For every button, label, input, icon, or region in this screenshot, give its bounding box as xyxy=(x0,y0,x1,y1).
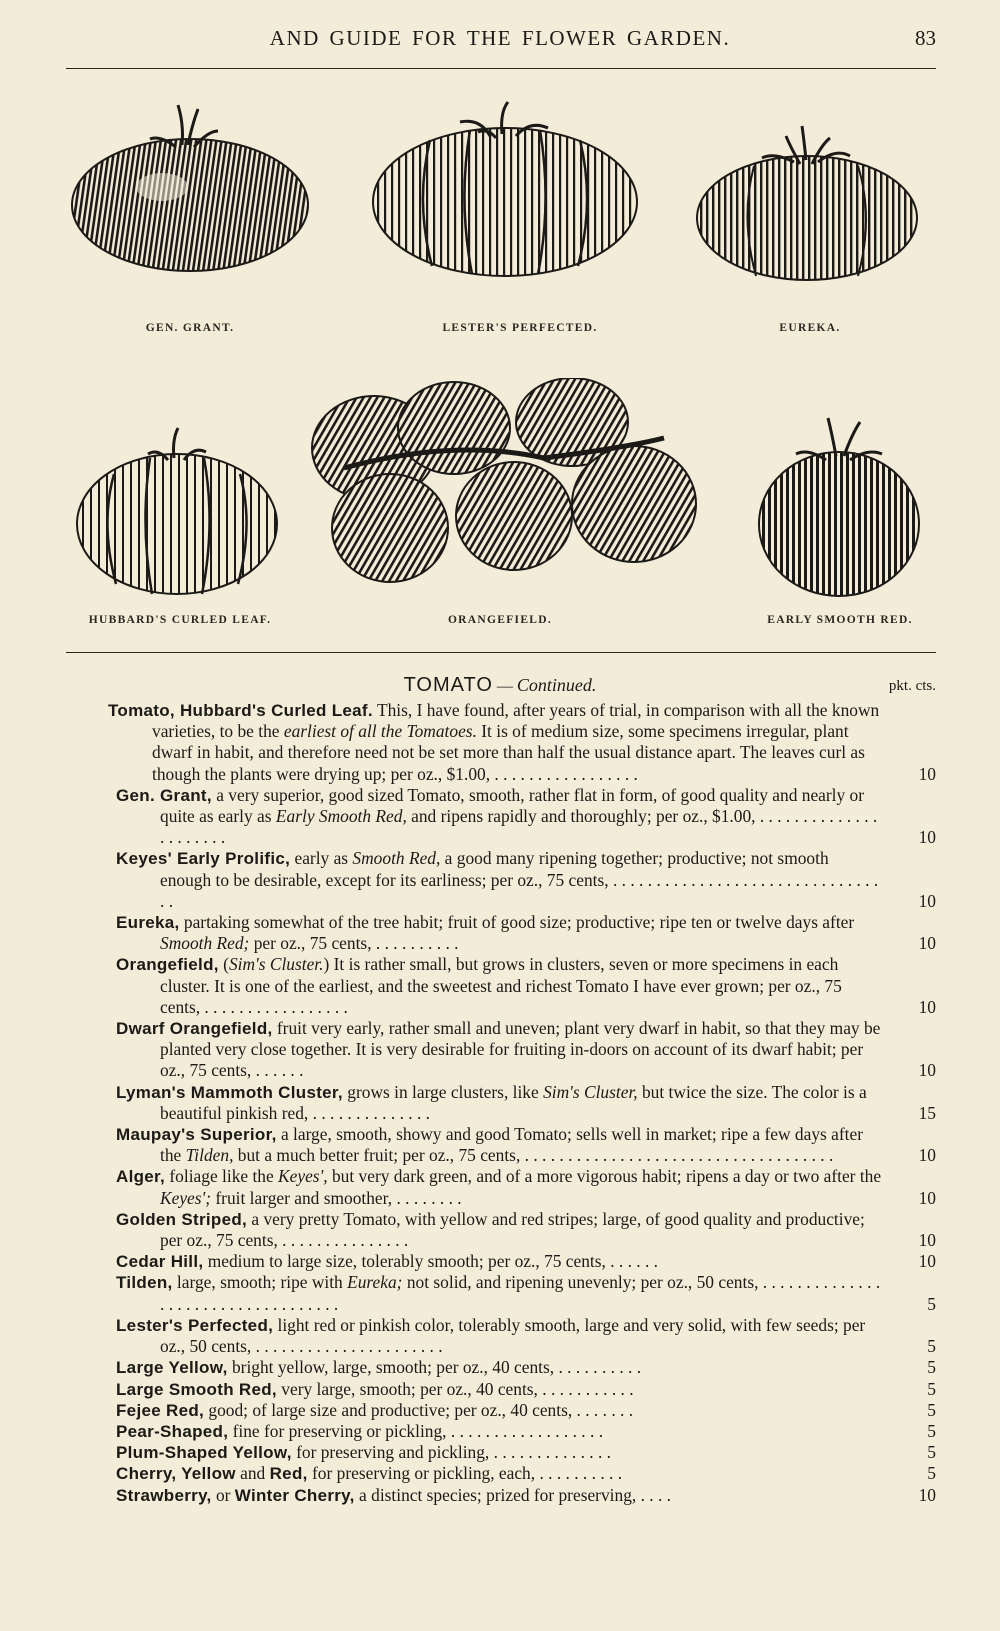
packet-price: 10 xyxy=(918,1230,936,1251)
variety-name: Alger, xyxy=(116,1167,166,1187)
variety-entry xyxy=(116,954,936,1018)
variety-name: Gen. Grant, xyxy=(116,785,212,805)
variety-name: Tilden, xyxy=(116,1273,173,1293)
variety-description: a very pretty Tomato, with yellow and red stripes; large, of good quality and productive; per oz., 75 cents, . . . . . . . . . . . . . . . xyxy=(160,1208,865,1251)
variety-description: Tilden, xyxy=(185,1145,234,1166)
variety-entry xyxy=(116,1315,936,1357)
section-heading xyxy=(0,674,1000,697)
variety-entry xyxy=(116,1018,936,1082)
variety-description: ) It is rather small, but grows in clusters, seven or more specimens in each cluster. It is one of the earliest, and the sweetest and richest Tomato I have ever grown; per oz., 75 cents, . . . . . . . . . . . . . . . . . xyxy=(160,954,842,1017)
packet-price: 5 xyxy=(927,1378,936,1399)
variety-entry xyxy=(108,700,936,785)
hubbards-curled-leaf-illustration xyxy=(74,424,280,600)
variety-description: Smooth Red; xyxy=(160,933,250,954)
packet-price: 5 xyxy=(927,1420,936,1441)
illustration-caption: EUREKA. xyxy=(779,322,841,334)
variety-description: partaking somewhat of the tree habit; fruit of good size; productive; ripe ten or twelve days after xyxy=(179,912,855,933)
variety-description: early as xyxy=(290,848,353,869)
variety-name: Tomato, Hubbard's Curled Leaf. xyxy=(108,701,373,720)
section-title: TOMATO xyxy=(403,674,493,696)
variety-description: a large, smooth, showy and good Tomato; sells well in market; ripe a few days after the xyxy=(160,1124,863,1166)
variety-name: Cedar Hill, xyxy=(116,1252,204,1272)
variety-description: Early Smooth Red, xyxy=(275,806,407,827)
variety-description: and ripens rapidly and thoroughly; per oz., $1.00, . . . . . . . . . . . . . . . . . . . . . . xyxy=(160,806,878,848)
variety-description: Sim's Cluster, xyxy=(543,1081,638,1102)
variety-description: but a much better fruit; per oz., 75 cents, . . . . . . . . . . . . . . . . . . . . . . . . . . . . . . . . . . . . xyxy=(233,1145,834,1166)
variety-description: This, I have found, after years of trial, in comparison with all the known varieties, to be the xyxy=(152,700,880,742)
packet-price: 10 xyxy=(918,1060,936,1081)
section-rule xyxy=(66,652,936,653)
variety-name: Strawberry, xyxy=(116,1485,212,1505)
packet-price: 10 xyxy=(918,763,936,784)
variety-description: fine for preserving or pickling, . . . . . . . . . . . . . . . . . . xyxy=(228,1420,604,1441)
variety-description: not solid, and ripening unevenly; per oz., 50 cents, . . . . . . . . . . . . . . . . . . . . . . . . . . . . . . . . . . . xyxy=(160,1272,881,1314)
variety-description: Smooth Red, xyxy=(352,848,441,869)
packet-price: 10 xyxy=(918,1145,936,1166)
variety-name: Orangefield, xyxy=(116,955,219,975)
variety-description: good; of large size and productive; per oz., 40 cents, . . . . . . . xyxy=(204,1399,634,1420)
packet-price: 10 xyxy=(918,996,936,1017)
lesters-perfected-illustration xyxy=(370,98,640,278)
variety-entry xyxy=(116,1166,936,1208)
packet-price: 10 xyxy=(918,890,936,911)
variety-description: medium to large size, tolerably smooth; per oz., 75 cents, . . . . . . xyxy=(203,1251,659,1272)
variety-entry xyxy=(116,1082,936,1124)
variety-description: per oz., 75 cents, . . . . . . . . . . xyxy=(249,933,459,954)
variety-name: Lyman's Mammoth Cluster, xyxy=(116,1082,343,1102)
packet-price: 5 xyxy=(927,1357,936,1378)
variety-name: Fejee Red, xyxy=(116,1400,205,1420)
variety-description: Sim's Cluster. xyxy=(228,954,324,975)
variety-description: fruit very early, rather small and uneven; plant very dwarf in habit, so that they may be planted very close together. It is very desirable for fruiting in-doors on account of its dwarf habit; per oz., 75 cents, . . . . . . xyxy=(160,1018,881,1081)
variety-name: Plum-Shaped Yellow, xyxy=(116,1443,292,1463)
packet-price: 5 xyxy=(927,1336,936,1357)
variety-name: Cherry, Yellow xyxy=(116,1464,236,1484)
variety-name: Pear-Shaped, xyxy=(116,1421,229,1441)
variety-name: Dwarf Orangefield, xyxy=(116,1019,273,1039)
variety-name: Lester's Perfected, xyxy=(116,1315,274,1335)
variety-entry xyxy=(116,848,936,912)
variety-entry xyxy=(116,785,936,849)
variety-name: Large Yellow, xyxy=(116,1358,228,1378)
variety-description: bright yellow, large, smooth; per oz., 40 cents, . . . . . . . . . . xyxy=(227,1357,642,1378)
variety-entry xyxy=(116,1485,936,1506)
early-smooth-red-illustration xyxy=(756,414,922,598)
variety-description: a good many ripening together; productive; not smooth enough to be desirable, except for its earliness; per oz., 75 cents, . . . . . . . . . . . . . . . . . . . . . . . . . . . . . . . . . xyxy=(160,848,879,911)
page-number: 83 xyxy=(915,26,936,50)
variety-description: foliage like the xyxy=(165,1166,279,1187)
packet-price: 5 xyxy=(927,1442,936,1463)
variety-description: Keyes', xyxy=(278,1166,328,1187)
variety-entry xyxy=(116,1357,936,1378)
packet-price: 10 xyxy=(918,1187,936,1208)
variety-description: or xyxy=(211,1484,235,1505)
variety-entry xyxy=(116,1209,936,1251)
illustration-caption: GEN. GRANT. xyxy=(145,322,235,334)
section-continued: Continued. xyxy=(516,675,597,695)
tomato-variety-list xyxy=(108,700,936,1506)
variety-entry xyxy=(116,1379,936,1400)
variety-description: for preserving or pickling, each, . . . . . . . . . . xyxy=(307,1463,623,1484)
variety-description: It is of medium size, some specimens irregular, plant dwarf in habit, and therefore need not be set more than half the usual distance apart. The leaves curl as though the plants were drying up; per oz., $1.00, . . . . . . . . . . . . . . . . . xyxy=(152,721,865,784)
variety-description: fruit larger and smoother, . . . . . . . . xyxy=(211,1187,462,1208)
variety-description: Winter Cherry, xyxy=(234,1485,355,1505)
gen-grant-illustration xyxy=(70,95,310,275)
variety-name: Golden Striped, xyxy=(116,1209,248,1229)
illustration-caption: EARLY SMOOTH RED. xyxy=(767,614,913,626)
packet-price: 5 xyxy=(927,1399,936,1420)
variety-entry xyxy=(116,1272,936,1314)
running-head: AND GUIDE FOR THE FLOWER GARDEN. xyxy=(269,26,731,50)
variety-description: Red, xyxy=(269,1464,308,1484)
packet-price: 10 xyxy=(918,1484,936,1505)
variety-description: but very dark green, and of a more vigorous habit; ripens a day or two after the xyxy=(327,1166,882,1187)
variety-description: Keyes'; xyxy=(160,1187,212,1208)
variety-description: and xyxy=(235,1463,270,1484)
variety-entry xyxy=(116,1251,936,1272)
variety-description: a very superior, good sized Tomato, smooth, rather flat in form, of good quality and nearly or quite as early as xyxy=(160,784,865,827)
illustration-caption: HUBBARD'S CURLED LEAF. xyxy=(88,614,272,626)
packet-price: 15 xyxy=(918,1102,936,1123)
variety-description: large, smooth; ripe with xyxy=(172,1272,348,1293)
illustration-caption: LESTER'S PERFECTED. xyxy=(442,322,598,334)
variety-entry xyxy=(116,912,936,954)
variety-name: Keyes' Early Prolific, xyxy=(116,849,291,869)
eureka-illustration xyxy=(694,122,920,282)
variety-name: Maupay's Superior, xyxy=(116,1125,277,1145)
variety-description: Eureka; xyxy=(347,1272,403,1293)
variety-description: for preserving and pickling, . . . . . . . . . . . . . . xyxy=(291,1442,612,1463)
variety-description: light red or pinkish color, tolerably smooth, large and very solid, with few seeds; per oz., 50 cents, . . . . . . . . . . . . . . . . . . . . . . xyxy=(160,1314,866,1357)
variety-entry xyxy=(116,1400,936,1421)
variety-description: ( xyxy=(218,954,229,975)
variety-name: Eureka, xyxy=(116,913,180,933)
variety-entry xyxy=(116,1442,936,1463)
packet-price: 5 xyxy=(927,1463,936,1484)
variety-entry xyxy=(116,1463,936,1484)
variety-description: a distinct species; prized for preserving, . . . . xyxy=(354,1484,672,1505)
variety-description: earliest of all the Tomatoes. xyxy=(283,721,477,742)
price-column-heading: pkt. cts. xyxy=(888,678,936,694)
variety-name: Large Smooth Red, xyxy=(116,1379,277,1399)
variety-entry xyxy=(116,1421,936,1442)
packet-price: 5 xyxy=(927,1293,936,1314)
section-dash: — xyxy=(492,678,517,695)
header-rule xyxy=(66,68,936,69)
packet-price: 10 xyxy=(918,827,936,848)
variety-description: very large, smooth; per oz., 40 cents, . . . . . . . . . . . xyxy=(276,1378,634,1399)
packet-price: 10 xyxy=(918,933,936,954)
illustration-caption: ORANGEFIELD. xyxy=(447,614,553,626)
orangefield-illustration xyxy=(304,378,704,588)
variety-description: grows in large clusters, like xyxy=(342,1081,544,1102)
variety-description: but twice the size. The color is a beautiful pinkish red, . . . . . . . . . . . . . . xyxy=(160,1081,867,1123)
packet-price: 10 xyxy=(918,1251,936,1272)
variety-entry xyxy=(116,1124,936,1166)
